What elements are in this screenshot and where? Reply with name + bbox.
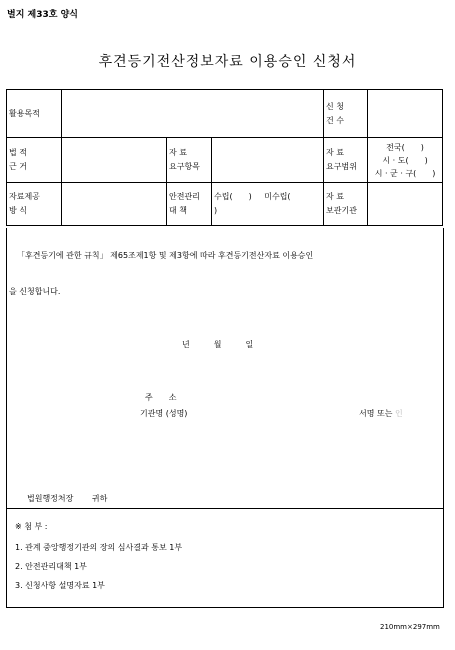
attachment-item: 1. 관계 중앙행정기관의 장의 심사결과 통보 1부 bbox=[15, 543, 183, 552]
provision-label-line1: 자료제공 bbox=[9, 192, 40, 201]
storage-label bbox=[324, 183, 368, 226]
security-label-line2: 대 책 bbox=[169, 206, 187, 215]
legal-basis-label bbox=[7, 138, 62, 183]
provision-field[interactable] bbox=[62, 183, 167, 226]
application-date[interactable]: 년 월 일 bbox=[182, 340, 254, 349]
storage-label-line2: 보관기관 bbox=[326, 206, 357, 215]
security-options bbox=[212, 183, 324, 226]
page-title: 후견등기전산정보자료 이용승인 신청서 bbox=[98, 54, 357, 70]
requested-items-label bbox=[167, 138, 212, 183]
organization-name-label: 기관명 (성명) bbox=[140, 409, 188, 418]
legal-basis-field[interactable] bbox=[62, 138, 167, 183]
attachment-item: 3. 신청사항 설명자료 1부 bbox=[15, 581, 105, 590]
scope-option-nationwide[interactable]: 전국( ) bbox=[386, 142, 424, 152]
storage-field[interactable] bbox=[368, 183, 443, 226]
applicants-label bbox=[324, 90, 368, 138]
provision-label bbox=[7, 183, 62, 226]
table-row-provision bbox=[7, 183, 443, 226]
legal-basis-label-line1: 법 적 bbox=[9, 148, 27, 157]
security-options-line1 bbox=[214, 190, 321, 204]
attachments-box bbox=[6, 508, 444, 608]
statement-line-1: 「후견등기에 관한 규칙」 제65조제1항 및 제3항에 따라 후견등기전산자료 이용승인 bbox=[17, 251, 314, 260]
signature-label: 서명 또는 bbox=[359, 409, 393, 418]
requested-scope-options bbox=[368, 138, 443, 183]
requested-items-field[interactable] bbox=[212, 138, 324, 183]
address-label: 주 소 bbox=[145, 393, 177, 402]
legal-basis-label-line2: 근 거 bbox=[9, 162, 27, 171]
requested-scope-label bbox=[324, 138, 368, 183]
purpose-field[interactable] bbox=[62, 90, 324, 138]
requested-scope-label-line2: 요구범위 bbox=[326, 162, 357, 171]
table-row-purpose bbox=[7, 90, 443, 138]
form-number-label: 별지 제33호 양식 bbox=[7, 10, 78, 20]
security-label-line1: 안전관리 bbox=[169, 192, 200, 201]
application-table bbox=[6, 89, 443, 226]
security-established-option[interactable]: 수립( ) bbox=[214, 192, 252, 201]
paper-size-note: 210mm×297mm bbox=[380, 623, 440, 631]
scope-option-district[interactable]: 시 · 군 · 구( ) bbox=[374, 168, 436, 178]
security-options-line2: ) bbox=[214, 206, 218, 215]
requested-items-label-line1: 자 료 bbox=[169, 148, 187, 157]
signature-area[interactable] bbox=[359, 408, 403, 419]
application-statement-box bbox=[6, 228, 444, 509]
security-not-established-option[interactable]: 미수립( bbox=[264, 192, 291, 201]
statement-line-2: 을 신청합니다. bbox=[9, 287, 61, 296]
storage-label-line1: 자 료 bbox=[326, 192, 345, 201]
seal-icon: 인 bbox=[395, 409, 403, 418]
requested-items-label-line2: 요구항목 bbox=[169, 162, 200, 171]
attachments-header: ※ 첨 부 : bbox=[15, 522, 48, 531]
scope-option-province[interactable]: 시 · 도( ) bbox=[382, 155, 428, 165]
security-label bbox=[167, 183, 212, 226]
recipient-name: 법원행정처장 bbox=[27, 494, 74, 503]
attachment-item: 2. 안전관리대책 1부 bbox=[15, 562, 87, 571]
recipient-honorific: 귀하 bbox=[91, 494, 108, 503]
provision-label-line2: 방 식 bbox=[9, 206, 27, 215]
purpose-label: 활용목적 bbox=[7, 90, 62, 138]
applicants-label-line2: 건 수 bbox=[326, 115, 345, 125]
recipient bbox=[27, 493, 107, 504]
applicants-count-field[interactable] bbox=[368, 90, 443, 138]
requested-scope-label-line1: 자 료 bbox=[326, 148, 345, 157]
applicants-label-line1: 신 청 bbox=[326, 101, 345, 111]
table-row-basis bbox=[7, 138, 443, 183]
